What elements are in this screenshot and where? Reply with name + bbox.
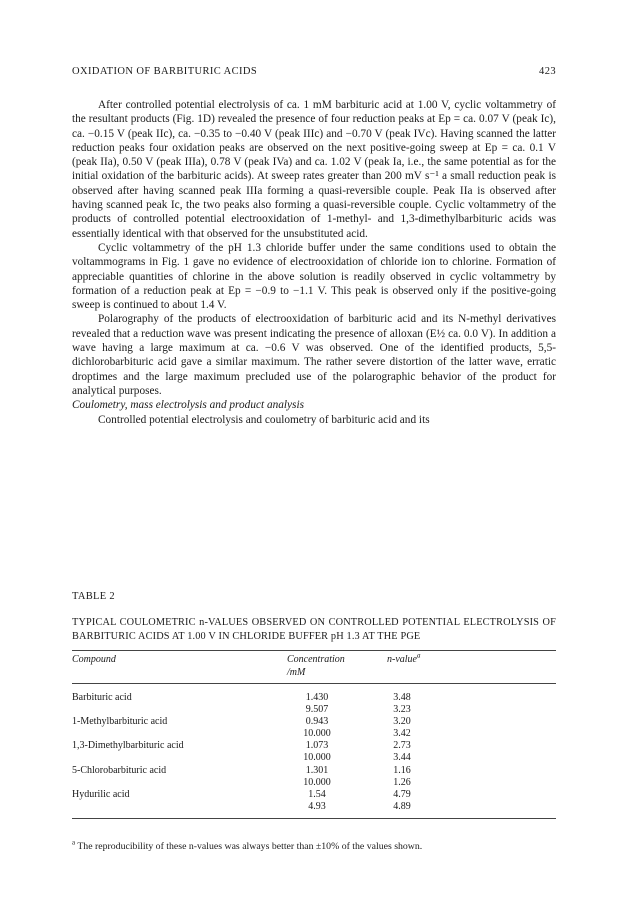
col-header-n-value: n-value$^a$ <box>387 651 421 665</box>
table-row: Hydurilic acid 1.54 4.79 <box>72 788 411 800</box>
table-row: 4.93 4.89 <box>308 800 411 812</box>
table-row: 1-Methylbarbituric acid 0.943 3.20 <box>72 716 411 728</box>
table-row: 9.507 3.23 <box>305 704 411 716</box>
paragraph-1: After controlled potential electrolysis of ca. 1 mM barbituric acid at 1.00 V, cyclic voltammetry of the resultant products (Fig. 1D) revealed the presence of four reduction peaks at Ep = ca. 0.07 V (peak Ic), ca. −0.15 V (peak IIc), ca. −0.35 to −0.40 V (peak IIIc) and −0.70 V (peak IVc). Having scanned the latter reduction peaks four oxidation peaks are observed on the next positive-going sweep at Ep = ca. 0.1 V (peak IIa), 0.50 V (peak IIIa), 0.78 V (peak IVa) and ca. 1.02 V (peak Ia, i.e., the same potential as for the initial oxidation of the barbituric acids). At sweep rates greater than 200 mV s⁻¹ a small reduction peak is observed after having scanned peak IIIa forming a quasi-reversible couple. Peak IIa is observed after having scanned peak Ic, the two peaks also forming a quasi-reversible couple. Cyclic voltammetry of the products of controlled potential electrooxidation of 1-methyl- and 1,3-dimethylbarbituric acids was essentially identical with that observed for the unsubstituted acid. <box>72 99 556 240</box>
table-bottom-rule <box>72 818 556 819</box>
running-title: OXIDATION OF BARBITURIC ACIDS <box>72 66 258 77</box>
section-paragraph: Controlled potential electrolysis and coulometry of barbituric acid and its <box>98 413 430 426</box>
footnote-mark: a <box>72 839 76 847</box>
table-row: Barbituric acid 1.430 3.48 <box>72 692 411 703</box>
table-footnote <box>72 841 556 852</box>
table-top-rule <box>72 650 556 651</box>
table-row: 10.000 1.26 <box>303 776 411 788</box>
col-header-concentration-unit: /mM <box>287 666 306 678</box>
table-row: 1,3-Dimethylbarbituric acid 1.073 2.73 <box>72 740 411 752</box>
col-header-compound: Compound <box>72 654 116 665</box>
footnote-text: The reproducibility of these n-values was always better than ±10% of the values shown. <box>77 841 423 852</box>
body-text <box>72 98 556 427</box>
table-row: 10.000 3.44 <box>303 752 411 764</box>
table-row: 5-Chlorobarbituric acid 1.301 1.16 <box>72 764 411 776</box>
section-heading: Coulometry, mass electrolysis and product analysis <box>72 399 304 412</box>
table-label: TABLE 2 <box>72 591 115 602</box>
table-caption: TYPICAL COULOMETRIC n-VALUES OBSERVED ON CONTROLLED POTENTIAL ELECTROLYSIS OF BARBITURIC ACIDS AT 1.00 V IN CHLORIDE BUFFER pH 1.3 AT THE PGE <box>72 617 556 642</box>
table-body <box>72 692 556 813</box>
table-row: 10.000 3.42 <box>303 728 411 740</box>
footnote-marker: a <box>417 651 421 660</box>
col-header-concentration: Concentration <box>287 654 345 665</box>
table-header <box>72 651 556 679</box>
table-header-rule <box>72 683 556 684</box>
paragraph-2: Cyclic voltammetry of the pH 1.3 chloride buffer under the same conditions used to obtain the voltammograms in Fig. 1 gave no evidence of electrooxidation of chloride ion to chlorine. Formation of appreciable quantities of chlorine in the above solution is readily observed in cyclic voltammetry by formation of a reduction peak at Ep = −0.9 to −1.1 V. This peak is observed only if the positive-going sweep is continued to about 1.4 V. <box>72 241 556 312</box>
page-number: 423 <box>539 66 556 77</box>
paragraph-3: Polarography of the products of electrooxidation of barbituric acid and its N-methyl derivatives revealed that a reduction wave was present indicating the presence of alloxan (E½ ca. 0.0 V). In addition a wave having a large maximum at ca. −0.6 V was observed. One of the identified products, 5,5-dichlorobarbituric acid gave a similar maximum. The rather severe distortion of the latter wave, erratic droptimes and the large maximum precluded use of the polarographic behavior of the product for analytical purposes. <box>72 313 556 397</box>
